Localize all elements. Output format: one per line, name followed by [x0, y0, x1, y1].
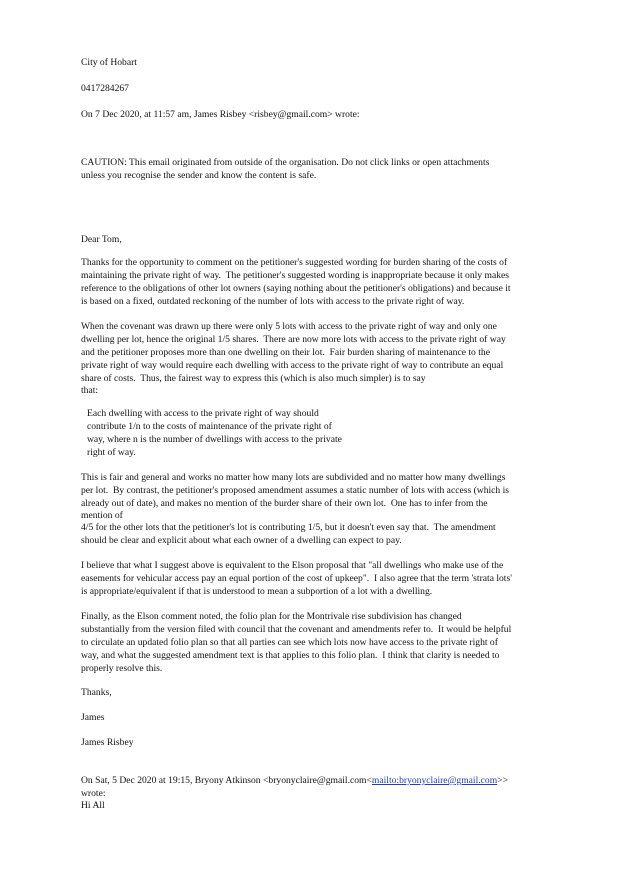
paragraph-line: that:: [81, 385, 99, 396]
paragraph-line: reference to the obligations of other lot owners (saying nothing about the petitioner's obligations) and because it: [81, 283, 511, 294]
paragraph-line: Thanks for the opportunity to comment on the petitioner's suggested wording for burden sharing of the costs of: [81, 257, 508, 268]
signoff-full-name: James Risbey: [81, 737, 134, 748]
paragraph-line: is appropriate/equivalent if that is understood to mean a subportion of a lot with a dwelling.: [81, 586, 433, 597]
paragraph-line: already out of date), and makes no mention of the burder share of their own lot. One has to infer from the: [81, 498, 488, 509]
paragraph-line: substantially from the version filed with council that the covenant and amendments refer to. It would be helpful: [81, 624, 512, 635]
prior-header-end: >>: [497, 775, 508, 786]
paragraph-line: I believe that what I suggest above is equivalent to the Elson proposal that "all dwellings who make use of the: [81, 560, 504, 571]
paragraph-line: and the petitioner proposes more than one dwelling on their lot. Fair burden sharing of maintenance to the: [81, 347, 490, 358]
paragraph-line: mention of: [81, 510, 123, 521]
paragraph-line: This is fair and general and works no matter how many lots are subdivided and no matter how many dwellings: [81, 472, 506, 483]
paragraph-line: easements for vehicular access pay an equal portion of the cost of upkeep". I also agree that the term 'strata lots': [81, 573, 512, 584]
paragraph-line: should be clear and explicit about what each owner of a dwelling can expect to pay.: [81, 535, 402, 546]
paragraph-line: way, and what the suggested amendment text is that applies to this folio plan. I think that clarity is needed to: [81, 650, 500, 661]
caution-line: unless you recognise the sender and know the content is safe.: [81, 170, 317, 181]
quote-line: right of way.: [87, 447, 136, 458]
paragraph-line: maintaining the private right of way. The petitioner's suggested wording is inappropriate because it only makes: [81, 270, 510, 281]
prior-wrote: wrote:: [81, 788, 106, 799]
signoff-thanks: Thanks,: [81, 687, 112, 698]
paragraph-line: to circulate an updated folio plan so that all parties can see which lots now have access to the private right of: [81, 637, 498, 648]
email-link[interactable]: mailto:bryonyclaire@gmail.com: [371, 775, 498, 786]
paragraph-line: is based on a fixed, outdated reckoning of the number of lots with access to the private right of way.: [81, 296, 465, 307]
signoff-first-name: James: [81, 712, 105, 723]
prior-greeting: Hi All: [81, 800, 105, 811]
paragraph-line: per lot. By contrast, the petitioner's proposed amendment assumes a static number of lots with access (which is: [81, 485, 510, 496]
org-name: City of Hobart: [81, 57, 137, 68]
paragraph-line: 4/5 for the other lots that the petitioner's lot is contributing 1/5, but it doesn't even say that. The amendment: [81, 522, 496, 533]
paragraph-line: When the covenant was drawn up there were only 5 lots with access to the private right of way and only one: [81, 321, 497, 332]
caution-line: CAUTION: This email originated from outside of the organisation. Do not click links or open attachments: [81, 157, 490, 168]
paragraph-line: properly resolve this.: [81, 663, 163, 674]
paragraph-line: private right of way would require each dwelling with access to the private right of way to contribute an equal: [81, 360, 504, 371]
paragraph-line: share of costs. Thus, the fairest way to express this (which is also much simpler) is to say: [81, 373, 426, 384]
paragraph-line: Finally, as the Elson comment noted, the folio plan for the Montrivale rise subdivision has changed: [81, 611, 462, 622]
quote-line: Each dwelling with access to the private right of way should: [87, 408, 319, 419]
paragraph-line: dwelling per lot, hence the original 1/5 shares. There are now more lots with access to the private right of way: [81, 334, 506, 345]
prior-message-header: [81, 775, 508, 787]
phone-number: 0417284267: [81, 83, 129, 94]
greeting: Dear Tom,: [81, 234, 122, 245]
prior-header-start: On Sat, 5 Dec 2020 at 19:15, Bryony Atkinson <bryonyclaire@gmail.com<: [81, 775, 372, 786]
reply-header: On 7 Dec 2020, at 11:57 am, James Risbey <risbey@gmail.com> wrote:: [81, 109, 360, 120]
quote-line: contribute 1/n to the costs of maintenance of the private right of: [87, 421, 332, 432]
quote-line: way, where n is the number of dwellings with access to the private: [87, 434, 342, 445]
